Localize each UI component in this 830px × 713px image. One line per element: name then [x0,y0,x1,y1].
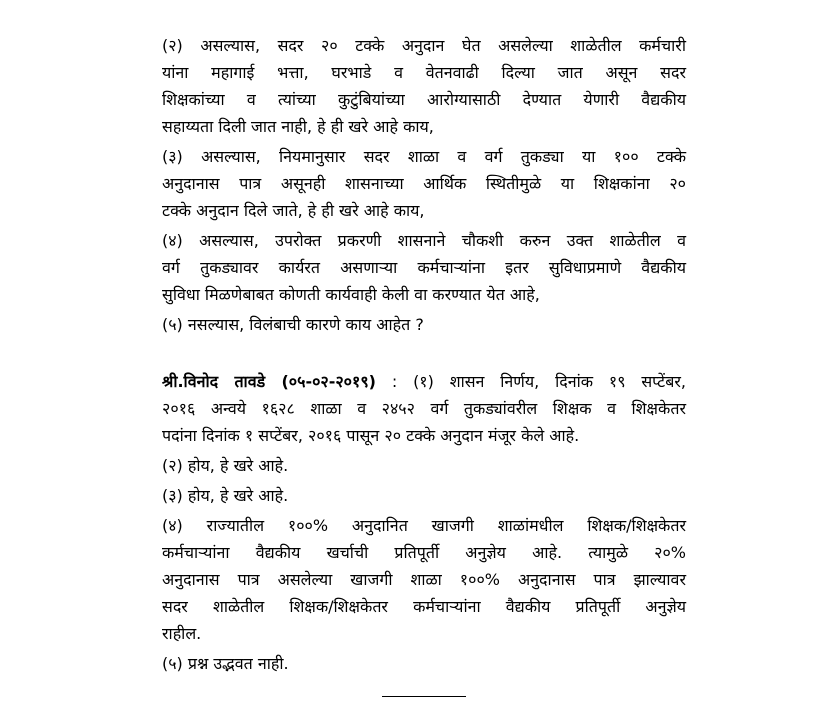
answer-4-line-5: राहील. [162,624,202,643]
answer-4-line-1: (४) राज्यातील १००% अनुदानित खाजगी शाळांमधील शिक्षक/शिक्षकेतर [162,516,686,535]
question-2-line-4: सहाय्यता दिली जात नाही, हे ही खरे आहे काय, [162,117,434,136]
answer-1-line-1 [162,372,686,392]
question-3-line-1: (३) असल्यास, नियमानुसार सदर शाळा व वर्ग तुकड्या या १०० टक्के [162,147,686,166]
answer-4-line-2: कर्मचाऱ्यांना वैद्यकीय खर्चाची प्रतिपूर्ती अनुज्ञेय आहे. त्यामुळे २०% [162,543,686,562]
question-2-line-1: (२) असल्यास, सदर २० टक्के अनुदान घेत असलेल्या शाळेतील कर्मचारी [162,36,686,55]
answer-1-line-3: पदांना दिनांक १ सप्टेंबर, २०१६ पासून २० टक्के अनुदान मंजूर केले आहे. [162,426,580,445]
question-3-line-3: टक्के अनुदान दिले जाते, हे ही खरे आहे काय, [162,201,425,220]
answer-1-line-2: २०१६ अन्वये १६२८ शाळा व २४५२ वर्ग तुकड्यांवरील शिक्षक व शिक्षकेतर [162,399,686,418]
answer-5: (५) प्रश्न उद्भवत नाही. [162,654,289,673]
question-4-line-3: सुविधा मिळणेबाबत कोणती कार्यवाही केली वा करण्यात येत आहे, [162,285,540,304]
question-4-line-2: वर्ग तुकड्यावर कार्यरत असणाऱ्या कर्मचाऱ्यांना इतर सुविधाप्रमाणे वैद्यकीय [162,258,686,277]
question-2-line-3: शिक्षकांच्या व त्यांच्या कुटुंबियांच्या आरोग्यासाठी देण्यात येणारी वैद्यकीय [162,90,686,109]
answer-4-line-4: सदर शाळेतील शिक्षक/शिक्षकेतर कर्मचाऱ्यांना वैद्यकीय प्रतिपूर्ती अनुज्ञेय [162,597,686,616]
answer-1-line-1-text: : (१) शासन निर्णय, दिनांक १९ सप्टेंबर, [391,372,687,391]
answer-2: (२) होय, हे खरे आहे. [162,456,289,475]
answer-3: (३) होय, हे खरे आहे. [162,486,289,505]
answer-speaker: श्री.विनोद तावडे (०५-०२-२०१९) [162,372,376,391]
end-divider [382,696,466,697]
question-3-line-2: अनुदानास पात्र असूनही शासनाच्या आर्थिक स्थितीमुळे या शिक्षकांना २० [162,174,686,193]
question-5: (५) नसल्यास, विलंबाची कारणे काय आहेत ? [162,315,424,334]
question-2-line-2: यांना महागाई भत्ता, घरभाडे व वेतनवाढी दिल्या जात असून सदर [162,63,686,82]
question-4-line-1: (४) असल्यास, उपरोक्त प्रकरणी शासनाने चौकशी करुन उक्त शाळेतील व [162,231,686,250]
answer-4-line-3: अनुदानास पात्र असलेल्या खाजगी शाळा १००% अनुदानास पात्र झाल्यावर [162,570,686,589]
